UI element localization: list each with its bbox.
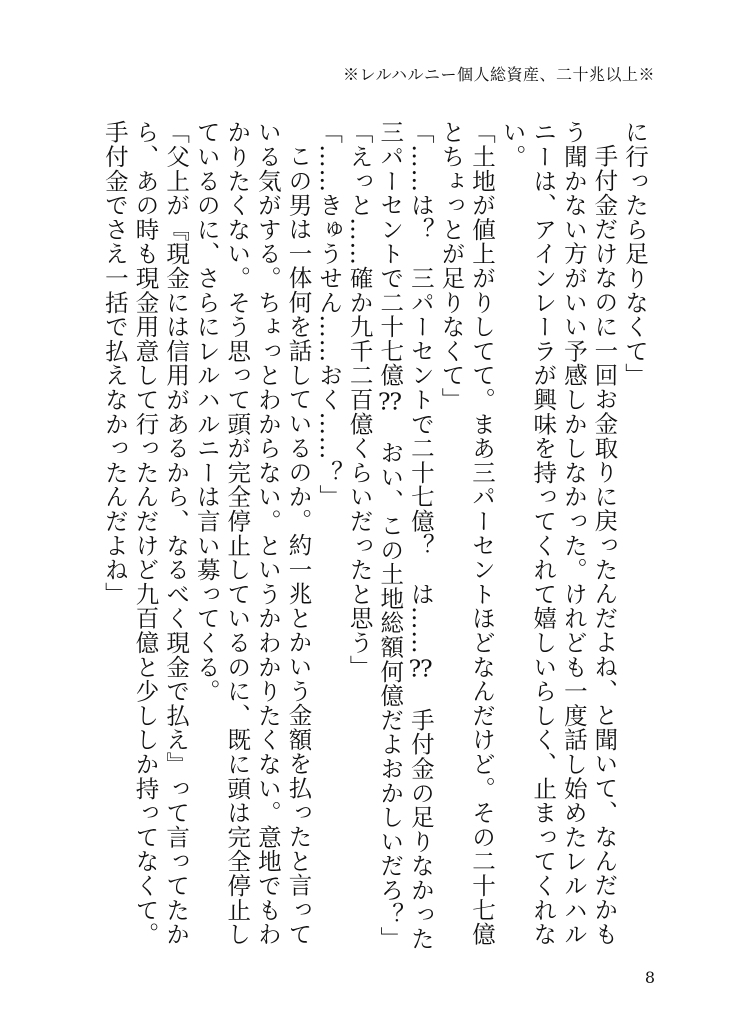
paragraph: に行ったら足りなくて」 — [621, 120, 649, 388]
running-header: ※レルハルニー個人総資産、二十兆以上※ — [343, 65, 655, 84]
paragraph: 手付金だけなのに一回お金取りに戻ったんだよね、と聞いて、なんだかもう聞かない方がいい予感しかしなかった。けれども一度話し始めたレルハルニーは、アインレーラが興味を持ってくれて嬉しいらしく、止まってくれない。 — [498, 120, 619, 947]
page-number: 8 — [644, 968, 655, 987]
vertical-text-body — [54, 120, 650, 956]
paragraph: 「土地が値上がりしてて。まあ三パーセントほどなんだけど。その二十七億とちょっとが足りなくて」 — [437, 120, 497, 947]
paragraph: 「父上が『現金には信用があるから、なるべく現金で払え』って言ってたから、あの時も現金用意して行ったんだけど九百億と少ししか持ってなくて。手付金でさえ一括で払えなかったんだよね」 — [100, 120, 191, 947]
paragraph: この男は一体何を話しているのか。約一兆とかいう金額を払ったと言っている気がする。ちょっとわからない。というかわかりたくない。意地でもわかりたくない。そう思って頭が完全停止しているのに、既に頭は完全停止しているのに、さらにレルハルニーは言い募ってくる。 — [192, 120, 313, 947]
paragraph: 「……きゅうせん……おく……？」 — [315, 120, 344, 509]
paragraph: 「えっと……確か九千二百億くらいだったと思う」 — [345, 120, 374, 679]
paragraph: 「……は？ 三パーセントで二十七億？ は……⁇ 手付金の足りなかった三パーセントで二十七億⁇ おい、この土地総額何億だよおかしいだろ？」 — [376, 120, 435, 951]
